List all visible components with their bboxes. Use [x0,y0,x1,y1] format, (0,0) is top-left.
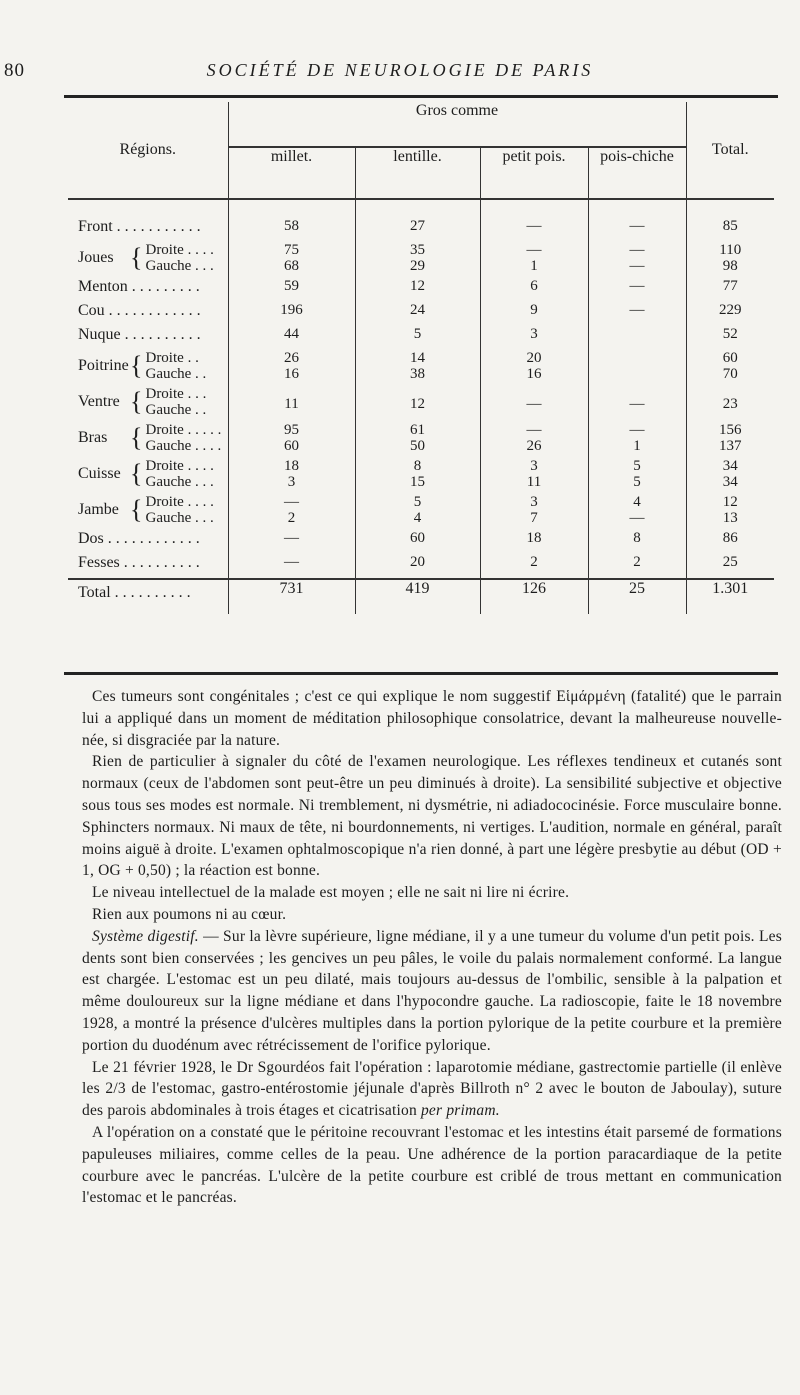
cell: 25 [686,554,774,579]
cell: 85 [686,218,774,242]
cell: 3 [530,494,538,510]
paragraph: A l'opération on a constaté que le péritoine recouvrant l'estomac et les intestins était parsemé de formations papuleuses miliaires, comme celles de la peau. Une adhérence de la portion paracardiaque de la petite courbure avec le pancréas. L'ulcère de la petite courbure est criblé de trous mettant en communication l'estomac et le pancréas. [82,1123,782,1207]
side-label: Gauche [145,510,192,526]
col-header-pois-chiche: pois-chiche [588,147,686,199]
total-label: Total [78,584,111,601]
cell: 8 [413,458,422,474]
cell: — [588,278,686,302]
cell: 14 [410,350,425,366]
side-label: Droite [145,386,184,402]
cell: 2 [480,554,588,579]
cell: 61 [410,422,425,438]
col-header-petit-pois: petit pois. [480,147,588,199]
region-label: Poitrine [78,357,129,374]
section-lead: Système digestif. [92,927,199,945]
paragraph: Ces tumeurs sont congénitales ; c'est ce qui explique le nom suggestif Εἱμάρμένη (fatalité) que le parrain lui a appliqué dans un moment de méditation philosophique consolatrice, devant la malheureuse nouvelle-née, si disgraciée par la nature. [82,688,782,749]
region-label: Jambe [78,501,119,518]
region-label: Bras [78,429,108,446]
total-header: Total. [686,102,774,199]
cell: — [629,422,645,438]
cell: 95 [284,422,299,438]
cell: 60 [355,530,480,554]
total-cell: 731 [228,579,355,614]
total-cell: 126 [480,579,588,614]
cell: — [588,302,686,326]
table-row: Cou . . . . . . . . . . . . 196 24 9 — 229 [68,302,774,326]
cell: 77 [686,278,774,302]
region-label: Cuisse [78,465,121,482]
side-label: Droite [145,422,184,438]
cell: 9 [480,302,588,326]
cell: — [588,218,686,242]
regions-header: Régions. [119,141,176,158]
cell: 86 [686,530,774,554]
body-text [82,686,782,1209]
cell: 59 [228,278,355,302]
cell: 26 [526,438,542,454]
cell: 3 [480,326,588,350]
table-row: Dos . . . . . . . . . . . . — 60 18 8 86 [68,530,774,554]
cell: 4 [633,494,641,510]
side-label: Droite [145,350,184,366]
cell: 196 [228,302,355,326]
greek-word: Εἱμάρμένη [556,688,626,705]
cell: 26 [284,350,299,366]
cell: — [629,510,645,526]
cell: 1 [633,438,641,454]
table-row: Jambe { Droite . . . . Gauche . . . — 2 5 4 3 7 4 — 12 13 [68,494,774,530]
total-row: Total . . . . . . . . . . 731 419 126 25 1.301 [68,579,774,614]
cell: 5 [633,458,641,474]
cell: 35 [410,242,425,258]
paragraph: Le niveau intellectuel de la malade est moyen ; elle ne sait ni lire ni écrire. [92,884,570,902]
cell: 68 [284,258,299,274]
cell: 156 [719,422,742,438]
cell: 12 [355,386,480,422]
cell: 11 [228,386,355,422]
cell: 7 [530,510,538,526]
running-title: SOCIÉTÉ DE NEUROLOGIE DE PARIS [206,60,594,80]
region-label: Ventre [78,393,120,410]
cell: 70 [722,366,738,382]
paragraph: Rien de particulier à signaler du côté de l'examen neurologique. Les réflexes tendineux et cutanés sont normaux (ceux de l'abdomen sont peut-être un peu diminués à droite). La sensibilité subjective et objective sous tous ses modes est normale. Ni tremblement, ni dysmétrie, ni adiadococinésie. Force musculaire bonne. Sphincters normaux. Ni maux de tête, ni bourdonnements, ni vertiges. L'audition, normale en général, paraît moins aiguë à droite. L'examen ophtalmoscopique n'a rien donné, à part une légère presbytie au début (OD + 1, OG + 0,50) ; la réaction est bonne. [82,753,782,880]
cell: 75 [284,242,299,258]
table-row: Cuisse { Droite . . . . Gauche . . . 18 3 8 15 3 11 5 5 34 34 [68,458,774,494]
cell: — [480,386,588,422]
cell [588,326,686,350]
side-label: Gauche [145,438,192,454]
side-label: Droite [145,458,184,474]
cell: 20 [355,554,480,579]
group-header: Gros comme [228,102,686,147]
cell: 137 [719,438,742,454]
cell: 34 [722,474,738,490]
cell: 52 [686,326,774,350]
cell: 12 [355,278,480,302]
cell: — [629,258,645,274]
cell: 27 [355,218,480,242]
table-row: Joues { Droite . . . . Gauche . . . 75 68 35 29 — 1 — — 110 98 [68,242,774,278]
cell: 1 [530,258,538,274]
table-row: Nuque . . . . . . . . . . 44 5 3 52 [68,326,774,350]
col-header-lentille: lentille. [355,147,480,199]
table-row: Ventre { Droite . . . Gauche . . 11 12 — — 23 [68,386,774,422]
cell: 5 [355,326,480,350]
cell: 2 [588,554,686,579]
cell: — [228,530,355,554]
cell: 60 [284,438,299,454]
cell: 15 [410,474,425,490]
cell: 5 [413,494,422,510]
cell: 20 [526,350,542,366]
cell: 8 [588,530,686,554]
cell: 12 [722,494,738,510]
cell: — [284,494,299,510]
cell: 16 [284,366,299,382]
cell: 58 [228,218,355,242]
region-label: Cou [78,302,105,319]
table-row: Menton . . . . . . . . . 59 12 6 — 77 [68,278,774,302]
side-label: Gauche [145,402,192,418]
cell: 60 [722,350,738,366]
cell: 34 [722,458,738,474]
cell: 13 [722,510,738,526]
cell: 110 [719,242,742,258]
cell: — [629,242,645,258]
side-label: Gauche [145,258,192,274]
paragraph: Le 21 février 1928, le Dr Sgourdéos fait l'opération : laparotomie médiane, gastrectomie partielle (il enlève les 2/3 de l'estomac, gastro-entérostomie jéjunale d'après Billroth n° 2 avec le bouton de Jaboulay), suture des parois abdominales à trois étages et cicatrisation per primam. [82,1058,782,1120]
paragraph: Système digestif. — Sur la lèvre supérieure, ligne médiane, il y a une tumeur du volume d'un petit pois. Les dents sont bien conservées ; les gencives un peu pâles, le voile du palais normalement conformé. La langue est chargée. L'estomac est un peu dilaté, mais toujours au-dessus de l'ombilic, sensible à la palpation et même douloureux sur la ligne médiane et dans l'hypocondre gauche. La radioscopie, faite le 18 novembre 1928, a montré la présence d'ulcères multiples dans la portion pylorique de la petite courbure et la première portion du duodénum avec rétrécissement de l'orifice pylorique. [82,927,782,1054]
page-header [0,60,800,86]
paragraph: Rien aux poumons ni au cœur. [92,905,287,923]
cell: — [480,218,588,242]
cell: — [526,242,542,258]
cell: 6 [480,278,588,302]
side-label: Droite [145,494,184,510]
table-row: Bras { Droite . . . . . Gauche . . . . 95 60 61 50 — 26 — 1 156 137 [68,422,774,458]
cell: — [588,386,686,422]
cell: 11 [526,474,542,490]
cell: 44 [228,326,355,350]
col-header-millet: millet. [228,147,355,199]
side-label: Gauche [145,366,192,382]
cell: 18 [480,530,588,554]
total-cell: 1.301 [686,579,774,614]
region-label: Dos [78,530,104,547]
cell: 18 [284,458,299,474]
cell: — [526,422,542,438]
cell: 98 [722,258,738,274]
cell: 23 [686,386,774,422]
side-label: Gauche [145,474,192,490]
page-number: 80 [4,60,25,81]
total-cell: 25 [588,579,686,614]
region-label: Nuque [78,326,121,343]
region-label: Joues [78,249,114,266]
total-cell: 419 [355,579,480,614]
cell: 2 [287,510,296,526]
region-label: Front [78,218,113,235]
side-label: Droite [145,242,184,258]
cell: 38 [410,366,425,382]
cell: 24 [355,302,480,326]
cell: 50 [410,438,425,454]
cell: — [228,554,355,579]
cell: 3 [287,474,296,490]
cell: 5 [633,474,641,490]
cell: 29 [410,258,425,274]
table-row: Front . . . . . . . . . . . 58 27 — — 85 [68,218,774,242]
cell: 229 [686,302,774,326]
region-label: Fesses [78,554,120,571]
table-row: Poitrine { Droite . . Gauche . . 26 16 14 38 20 16 60 70 [68,350,774,386]
table-row: Fesses . . . . . . . . . . — 20 2 2 25 [68,554,774,579]
cell: 3 [530,458,538,474]
region-label: Menton [78,278,128,295]
tumor-distribution-table [68,102,774,614]
cell: 16 [526,366,542,382]
cell: 4 [413,510,422,526]
statistics-table-frame [64,95,778,675]
